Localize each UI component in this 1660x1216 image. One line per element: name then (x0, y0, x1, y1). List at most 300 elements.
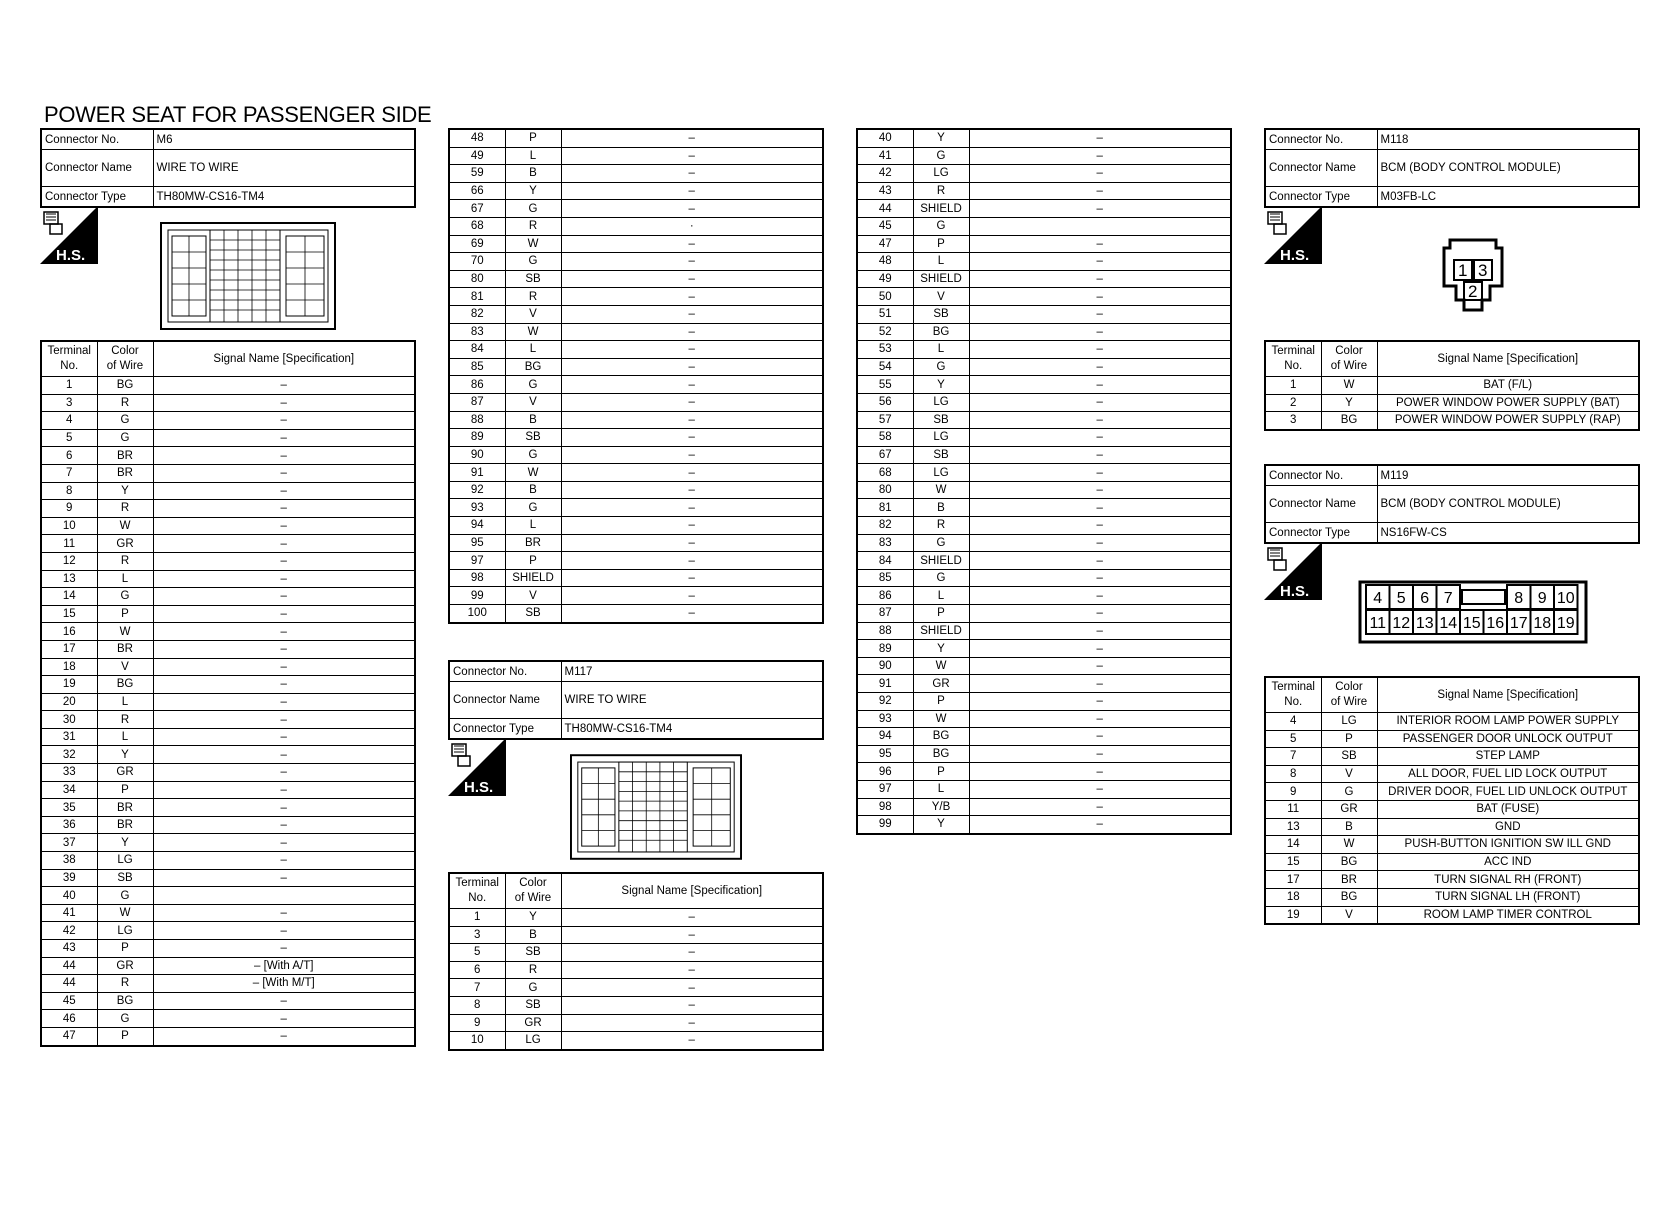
table-row (857, 376, 1231, 394)
terminal-no-cell: 86 (857, 587, 913, 605)
terminal-no-cell: 69 (449, 235, 505, 253)
table-row (857, 693, 1231, 711)
wire-color-cell: W (505, 235, 561, 253)
m119-pin-grid (1366, 585, 1578, 634)
terminal-no-cell: 91 (449, 464, 505, 482)
signal-name-cell: – (561, 411, 823, 429)
signal-header: Signal Name [Specification] (1377, 341, 1639, 377)
table-row (41, 746, 415, 764)
wire-color-cell: R (97, 975, 153, 993)
table-row (41, 957, 415, 975)
signal-name-cell: – (969, 270, 1231, 288)
wire-color-cell: BG (97, 992, 153, 1010)
table-row (449, 341, 823, 359)
terminal-no-cell: 15 (1265, 853, 1321, 871)
signal-name-cell: – (561, 926, 823, 944)
signal-name-cell: ACC IND (1377, 853, 1639, 871)
table-row (41, 799, 415, 817)
terminal-no-cell: 67 (857, 446, 913, 464)
table-row (857, 341, 1231, 359)
pin-label: 13 (1415, 615, 1434, 632)
signal-name-cell: – (969, 587, 1231, 605)
signal-name-cell: – (969, 235, 1231, 253)
terminal-no-cell: 53 (857, 341, 913, 359)
m6-connector-diagram (160, 222, 336, 330)
table-row (449, 569, 823, 587)
signal-name-cell: – (561, 517, 823, 535)
wire-color-cell: R (505, 288, 561, 306)
signal-name-cell: TURN SIGNAL LH (FRONT) (1377, 888, 1639, 906)
wire-color-cell: GR (505, 1014, 561, 1032)
terminal-no-cell: 10 (41, 517, 97, 535)
hs-label: H.S. (1280, 247, 1310, 264)
terminal-no-cell: 48 (449, 129, 505, 147)
signal-name-cell (969, 217, 1231, 235)
table-row (449, 411, 823, 429)
wire-color-cell: B (505, 481, 561, 499)
terminal-no-cell: 8 (41, 482, 97, 500)
terminal-no-cell: 88 (449, 411, 505, 429)
terminal-no-cell: 17 (41, 640, 97, 658)
table-row (449, 1032, 823, 1050)
signal-name-cell: – (561, 1032, 823, 1050)
wire-color-cell: LG (913, 429, 969, 447)
wire-color-cell: G (97, 588, 153, 606)
wire-color-cell: B (1321, 818, 1377, 836)
wire-color-cell: BR (505, 534, 561, 552)
wire-color-cell: LG (97, 922, 153, 940)
signal-name-cell: – (561, 147, 823, 165)
signal-name-cell: – (153, 816, 415, 834)
wire-color-cell: G (97, 1010, 153, 1028)
terminal-no-cell: 7 (41, 464, 97, 482)
pin-label: 6 (1420, 590, 1430, 607)
signal-name-cell: – (969, 129, 1231, 147)
signal-name-cell: – (153, 570, 415, 588)
connector-type-value: TH80MW-CS16-TM4 (561, 719, 823, 740)
wire-color-cell: P (913, 693, 969, 711)
terminal-no-cell: 97 (857, 780, 913, 798)
signal-name-cell: PUSH-BUTTON IGNITION SW ILL GND (1377, 836, 1639, 854)
pin-1: 1 (1458, 261, 1468, 280)
connector-name-value: BCM (BODY CONTROL MODULE) (1377, 150, 1639, 187)
table-row (449, 464, 823, 482)
signal-name-cell: – (561, 376, 823, 394)
hs-label: H.S. (1280, 583, 1310, 600)
signal-name-cell: – [With M/T] (153, 975, 415, 993)
signal-name-cell: – (561, 979, 823, 997)
table-row (449, 165, 823, 183)
terminal-no-cell: 49 (857, 270, 913, 288)
pin-label: 18 (1533, 615, 1552, 632)
wire-color-cell: R (505, 217, 561, 235)
wire-color-cell: BG (1321, 853, 1377, 871)
terminal-no-header: Terminal No. (41, 341, 97, 377)
signal-name-cell: – (561, 393, 823, 411)
terminal-no-cell: 54 (857, 358, 913, 376)
table-row (857, 499, 1231, 517)
signal-name-cell: – (969, 288, 1231, 306)
wire-color-cell: SB (505, 429, 561, 447)
terminal-no-cell: 20 (41, 693, 97, 711)
m118-connector-diagram (1440, 238, 1506, 312)
table-row (449, 909, 823, 927)
table-row (857, 182, 1231, 200)
signal-name-cell: – (561, 305, 823, 323)
terminal-no-cell: 38 (41, 852, 97, 870)
signal-name-cell (153, 887, 415, 905)
wire-color-cell: SB (97, 869, 153, 887)
connector-name-value: WIRE TO WIRE (561, 682, 823, 719)
wire-color-cell: Y (505, 909, 561, 927)
connector-type-label: Connector Type (1265, 523, 1377, 544)
table-row (857, 798, 1231, 816)
m118-terminal-table (1264, 340, 1640, 431)
terminal-no-cell: 93 (449, 499, 505, 517)
wire-color-cell: BR (97, 816, 153, 834)
table-row (857, 270, 1231, 288)
terminal-no-cell: 44 (857, 200, 913, 218)
table-row (857, 569, 1231, 587)
wire-color-cell: G (505, 253, 561, 271)
wire-color-cell: V (97, 658, 153, 676)
signal-name-cell: – [With A/T] (153, 957, 415, 975)
table-row (449, 129, 823, 147)
table-row (41, 693, 415, 711)
table-row (41, 658, 415, 676)
connector-type-value: M03FB-LC (1377, 187, 1639, 208)
table-row (1265, 818, 1639, 836)
terminal-no-cell: 46 (41, 1010, 97, 1028)
table-row (1265, 888, 1639, 906)
table-row (857, 640, 1231, 658)
terminal-no-cell: 39 (41, 869, 97, 887)
table-row (449, 944, 823, 962)
signal-name-cell: – (969, 499, 1231, 517)
hs-label: H.S. (56, 247, 86, 264)
wire-color-cell: BG (913, 745, 969, 763)
wire-color-cell: BG (913, 323, 969, 341)
table-row (1265, 377, 1639, 395)
table-row (41, 570, 415, 588)
table-row (857, 534, 1231, 552)
table-row (857, 129, 1231, 147)
wire-color-cell: GR (1321, 800, 1377, 818)
m118-info-table (1264, 128, 1640, 208)
signal-name-cell: – (561, 446, 823, 464)
terminal-no-cell: 91 (857, 675, 913, 693)
connector-no-value: M119 (1377, 465, 1639, 486)
table-row (41, 852, 415, 870)
terminal-no-cell: 47 (857, 235, 913, 253)
connector-type-value: TH80MW-CS16-TM4 (153, 187, 415, 208)
table-row (1265, 871, 1639, 889)
wire-color-cell: SB (913, 305, 969, 323)
wire-color-cell: P (97, 940, 153, 958)
signal-name-cell: – (153, 640, 415, 658)
terminal-no-cell: 83 (857, 534, 913, 552)
terminal-no-cell: 4 (1265, 713, 1321, 731)
table-row (449, 288, 823, 306)
wire-color-cell: SHIELD (505, 569, 561, 587)
wire-color-cell: R (913, 182, 969, 200)
signal-name-cell: – (153, 781, 415, 799)
terminal-no-cell: 99 (857, 816, 913, 834)
signal-name-cell: BAT (FUSE) (1377, 800, 1639, 818)
connector-no-label: Connector No. (41, 129, 153, 150)
hs-label: H.S. (464, 779, 494, 796)
table-row (857, 657, 1231, 675)
signal-name-cell: ROOM LAMP TIMER CONTROL (1377, 906, 1639, 924)
wire-color-cell: L (913, 780, 969, 798)
signal-name-cell: – (969, 305, 1231, 323)
table-row (41, 922, 415, 940)
signal-name-cell: – (561, 961, 823, 979)
terminal-no-cell: 11 (1265, 800, 1321, 818)
wire-color-cell: Y/B (913, 798, 969, 816)
table-row (41, 640, 415, 658)
color-header: Color of Wire (1321, 341, 1377, 377)
hs-connector-icon (1264, 206, 1322, 264)
wire-color-cell: G (505, 499, 561, 517)
terminal-no-cell: 98 (449, 569, 505, 587)
wire-color-cell: V (505, 305, 561, 323)
table-row (41, 904, 415, 922)
table-row (41, 711, 415, 729)
terminal-no-header: Terminal No. (449, 873, 505, 909)
wire-color-cell: R (97, 500, 153, 518)
table-row (449, 961, 823, 979)
terminal-no-cell: 96 (857, 763, 913, 781)
wire-color-cell: LG (913, 393, 969, 411)
wire-color-cell: SHIELD (913, 270, 969, 288)
pin-label: 8 (1514, 590, 1524, 607)
wire-color-cell: Y (913, 640, 969, 658)
table-row (41, 394, 415, 412)
table-row (449, 926, 823, 944)
wire-color-cell: LG (1321, 713, 1377, 731)
wire-color-cell: R (913, 517, 969, 535)
signal-name-cell: – (153, 728, 415, 746)
table-row (449, 200, 823, 218)
signal-name-cell: – (969, 763, 1231, 781)
signal-name-cell: – (969, 710, 1231, 728)
signal-name-cell: – (153, 1010, 415, 1028)
table-row (449, 393, 823, 411)
wire-color-cell: L (505, 517, 561, 535)
wire-color-cell: G (913, 147, 969, 165)
table-row (857, 165, 1231, 183)
signal-name-cell: – (969, 693, 1231, 711)
signal-name-cell: – (561, 481, 823, 499)
terminal-no-cell: 34 (41, 781, 97, 799)
terminal-no-cell: 3 (449, 926, 505, 944)
terminal-no-header: Terminal No. (1265, 677, 1321, 713)
terminal-no-cell: 87 (449, 393, 505, 411)
connector-name-value: BCM (BODY CONTROL MODULE) (1377, 486, 1639, 523)
wire-color-cell: LG (97, 852, 153, 870)
table-row (449, 253, 823, 271)
table-row (857, 763, 1231, 781)
wire-color-cell: L (913, 587, 969, 605)
signal-name-cell: – (561, 288, 823, 306)
table-row (449, 323, 823, 341)
signal-name-cell: – (969, 464, 1231, 482)
table-row (1265, 836, 1639, 854)
table-row (857, 147, 1231, 165)
signal-name-cell: – (969, 165, 1231, 183)
connector-type-label: Connector Type (449, 719, 561, 740)
signal-name-cell: – (153, 552, 415, 570)
signal-name-cell: – (969, 657, 1231, 675)
terminal-no-cell: 81 (449, 288, 505, 306)
terminal-no-cell: 1 (1265, 377, 1321, 395)
wire-color-cell: BR (1321, 871, 1377, 889)
table-row (857, 429, 1231, 447)
wire-color-cell: W (913, 710, 969, 728)
wire-color-cell: W (1321, 377, 1377, 395)
wire-color-cell: Y (1321, 394, 1377, 412)
terminal-no-cell: 15 (41, 605, 97, 623)
terminal-no-cell: 13 (41, 570, 97, 588)
signal-name-cell: – (561, 552, 823, 570)
pin-2: 2 (1468, 282, 1478, 301)
wire-color-cell: P (505, 552, 561, 570)
table-row (1265, 783, 1639, 801)
table-row (1265, 713, 1639, 731)
wire-color-cell: SHIELD (913, 622, 969, 640)
wire-color-cell: W (505, 323, 561, 341)
wire-color-cell: V (505, 587, 561, 605)
terminal-no-cell: 93 (857, 710, 913, 728)
signal-name-cell: – (153, 834, 415, 852)
table-row (857, 816, 1231, 834)
table-row (41, 816, 415, 834)
terminal-no-cell: 82 (857, 517, 913, 535)
signal-header: Signal Name [Specification] (153, 341, 415, 377)
table-row (449, 996, 823, 1014)
signal-name-cell: – (153, 693, 415, 711)
signal-name-cell: – (561, 253, 823, 271)
wire-color-cell: SB (505, 270, 561, 288)
terminal-no-cell: 41 (857, 147, 913, 165)
table-row (857, 253, 1231, 271)
wire-color-cell: LG (913, 464, 969, 482)
terminal-no-cell: 16 (41, 623, 97, 641)
terminal-no-cell: 19 (41, 676, 97, 694)
wire-color-cell: W (505, 464, 561, 482)
terminal-no-cell: 68 (449, 217, 505, 235)
wire-color-cell: L (97, 693, 153, 711)
table-row (449, 605, 823, 623)
terminal-no-cell: 5 (41, 429, 97, 447)
table-row (449, 481, 823, 499)
wire-color-cell: W (913, 481, 969, 499)
table-row (1265, 748, 1639, 766)
connector-type-value: NS16FW-CS (1377, 523, 1639, 544)
terminal-no-cell: 43 (41, 940, 97, 958)
wire-color-cell: G (913, 569, 969, 587)
table-row (1265, 765, 1639, 783)
table-row (857, 587, 1231, 605)
wire-color-cell: G (505, 376, 561, 394)
signal-name-cell: – (969, 605, 1231, 623)
terminal-no-cell: 6 (449, 961, 505, 979)
terminal-no-cell: 48 (857, 253, 913, 271)
signal-name-cell: – (561, 587, 823, 605)
terminal-no-cell: 87 (857, 605, 913, 623)
terminal-no-cell: 2 (1265, 394, 1321, 412)
connector-no-value: M118 (1377, 129, 1639, 150)
wire-color-cell: R (505, 961, 561, 979)
terminal-no-cell: 11 (41, 535, 97, 553)
signal-name-cell: POWER WINDOW POWER SUPPLY (BAT) (1377, 394, 1639, 412)
signal-name-cell: – (561, 1014, 823, 1032)
terminal-no-cell: 84 (857, 552, 913, 570)
signal-name-cell: – (561, 569, 823, 587)
terminal-no-cell: 14 (41, 588, 97, 606)
terminal-no-cell: 84 (449, 341, 505, 359)
terminal-no-cell: 37 (41, 834, 97, 852)
wire-color-cell: GR (97, 535, 153, 553)
terminal-no-cell: 50 (857, 288, 913, 306)
terminal-no-cell: 92 (449, 481, 505, 499)
page-title: POWER SEAT FOR PASSENGER SIDE (44, 102, 432, 127)
signal-name-cell: – (969, 780, 1231, 798)
signal-name-cell: – (153, 869, 415, 887)
table-row (449, 147, 823, 165)
signal-name-cell: – (969, 622, 1231, 640)
table-row (1265, 394, 1639, 412)
signal-name-cell: – (969, 481, 1231, 499)
connector-name-label: Connector Name (41, 150, 153, 187)
signal-name-cell: – (153, 746, 415, 764)
wire-color-cell: G (913, 534, 969, 552)
wire-color-cell: P (913, 605, 969, 623)
m119-connector-diagram (1358, 580, 1588, 644)
wire-color-cell: V (913, 288, 969, 306)
wire-color-cell: R (97, 711, 153, 729)
signal-name-cell: – (561, 165, 823, 183)
terminal-no-cell: 13 (1265, 818, 1321, 836)
terminal-no-cell: 82 (449, 305, 505, 323)
terminal-no-cell: 89 (857, 640, 913, 658)
signal-name-cell: – (969, 517, 1231, 535)
wire-color-cell: G (1321, 783, 1377, 801)
terminal-no-header: Terminal No. (1265, 341, 1321, 377)
table-row (857, 481, 1231, 499)
signal-name-cell: – (969, 816, 1231, 834)
table-row (41, 482, 415, 500)
wire-color-cell: LG (505, 1032, 561, 1050)
wire-color-cell: Y (913, 129, 969, 147)
terminal-no-cell: 9 (1265, 783, 1321, 801)
terminal-no-cell: 18 (1265, 888, 1321, 906)
table-row (857, 675, 1231, 693)
color-header: Color of Wire (505, 873, 561, 909)
signal-name-cell: DRIVER DOOR, FUEL LID UNLOCK OUTPUT (1377, 783, 1639, 801)
table-row (41, 500, 415, 518)
terminal-no-cell: 42 (41, 922, 97, 940)
table-row (41, 605, 415, 623)
signal-name-cell: – (969, 798, 1231, 816)
wire-color-cell: V (505, 393, 561, 411)
terminal-no-cell: 1 (41, 377, 97, 395)
table-row (41, 676, 415, 694)
terminal-no-cell: 83 (449, 323, 505, 341)
terminal-no-cell: 99 (449, 587, 505, 605)
wire-color-cell: B (505, 165, 561, 183)
